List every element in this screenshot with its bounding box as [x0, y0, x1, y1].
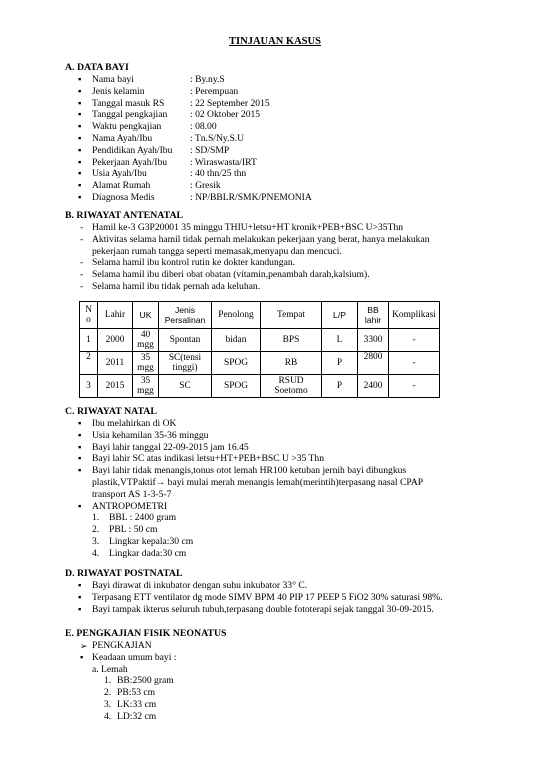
cell-jenis: SC(tensi tinggi) — [159, 352, 212, 375]
header-tempat: Tempat — [261, 302, 322, 329]
bullet-icon: ▪ — [78, 591, 82, 603]
header-no: N o — [80, 302, 98, 329]
item-label: Tanggal masuk RS — [92, 97, 165, 109]
item-label: Pendidikan Ayah/Ibu — [92, 144, 173, 156]
section-d-heading: D. RIWAYAT POSTNATAL — [65, 568, 183, 579]
line-text: pekerjaan rumah tangga seperti memasak,menyapu dan mencuci. — [92, 245, 342, 257]
item-number: 1. — [92, 512, 100, 524]
data-bayi-list — [0, 74, 550, 204]
item-text: Lingkar kepala:30 cm — [109, 535, 194, 547]
cell-lahir: 2015 — [98, 375, 133, 398]
item-value: : 40 thn/25 thn — [190, 168, 247, 180]
arrow-item-text: PENGKAJIAN — [92, 640, 152, 651]
list-item — [0, 192, 550, 204]
antenatal-list — [0, 222, 550, 293]
item-text: PBL : 50 cm — [109, 524, 158, 536]
dash-marker: - — [80, 280, 84, 292]
list-item — [0, 234, 550, 246]
cell-bb: 3300 — [358, 329, 389, 352]
sub-item-a: a. Lemah — [92, 663, 128, 675]
bullet-icon: ▪ — [78, 74, 82, 85]
list-item — [0, 675, 550, 687]
cell-jenis: SC — [159, 375, 212, 398]
bullet-text: Bayi dirawat di inkubator dengan suhu inkubator 33° C. — [92, 580, 308, 591]
bullet-icon: ▪ — [78, 85, 82, 97]
postnatal-list — [0, 580, 550, 615]
item-number: 4. — [104, 710, 112, 722]
list-item — [0, 604, 550, 616]
item-text: BBL : 2400 gram — [109, 512, 177, 524]
bullet-text: Bayi lahir tidak menangis,tonus otot lemah HR100 ketuban jernih bayi dibungkus — [92, 465, 407, 477]
bullet-icon: ▪ — [78, 441, 82, 453]
bullet-text: Usia kehamilan 35-36 minggu — [92, 429, 209, 441]
line-text: Selama hamil ibu tidak pernah ada keluhan. — [92, 280, 261, 292]
list-item — [0, 465, 550, 477]
cell-lp: P — [322, 375, 358, 398]
list-item — [0, 592, 550, 604]
item-text: LK:33 cm — [117, 698, 157, 710]
pregnancy-history-table — [79, 301, 440, 398]
natal-list — [0, 418, 550, 560]
cell-penolong: bidan — [212, 329, 261, 352]
list-item — [0, 442, 550, 454]
item-label: Waktu pengkajian — [92, 121, 162, 133]
cell-penolong: SPOG — [212, 352, 261, 375]
cell-lahir: 2000 — [98, 329, 133, 352]
item-value: : Wiraswasta/IRT — [190, 156, 257, 168]
list-item — [0, 512, 550, 524]
item-number: 3. — [92, 535, 100, 547]
bullet-icon: ▪ — [78, 580, 82, 591]
cell-lp: L — [322, 329, 358, 352]
bullet-icon: ▪ — [78, 109, 82, 121]
item-label: Jenis kelamin — [92, 85, 145, 97]
bullet-icon: ▪ — [78, 465, 82, 477]
section-a-heading: A. DATA BAYI — [65, 62, 129, 73]
header-jenis: Jenis Persalinan — [159, 302, 212, 329]
list-item — [0, 98, 550, 110]
bullet-icon: ▪ — [78, 132, 82, 144]
neonatus-list — [0, 640, 550, 723]
item-text: PB:53 cm — [117, 687, 156, 699]
table-row — [80, 352, 440, 375]
line-text: Selama hamil ibu diberi obat obatan (vitamin,penambah darah,kalsium). — [92, 269, 370, 281]
cell-lahir: 2011 — [98, 352, 133, 375]
item-label: Tanggal pengkajian — [92, 109, 168, 121]
cell-tempat: BPS — [261, 329, 322, 352]
item-value: : NP/BBLR/SMK/PNEMONIA — [190, 191, 312, 203]
cell-uk: 40 mgg — [133, 329, 159, 352]
list-item — [0, 640, 550, 652]
list-item — [0, 74, 550, 86]
section-c-heading: C. RIWAYAT NATAL — [65, 406, 157, 417]
bullet-text: Bayi lahir SC atas indikasi letsu+HT+PEB+BSC U >35 Thn — [92, 453, 324, 465]
list-item — [0, 524, 550, 536]
header-uk: UK — [133, 302, 159, 329]
dash-marker: - — [80, 269, 84, 281]
bullet-icon: ▪ — [78, 191, 82, 203]
arrow-bullet-icon: ➢ — [80, 641, 88, 651]
line-text: Aktivitas selama hamil tidak pernah melakukan pekerjaan yang berat, hanya melakukan — [92, 233, 430, 245]
list-item — [0, 711, 550, 723]
item-label: Usia Ayah/Ibu — [92, 168, 147, 180]
list-item — [0, 109, 550, 121]
cell-tempat: RSUD Soetomo — [261, 375, 322, 398]
bullet-icon: ▪ — [78, 121, 82, 133]
cell-lp: P — [322, 352, 358, 375]
item-label: Nama bayi — [92, 74, 134, 85]
bullet-text: Bayi tampak ikterus seluruh tubuh,terpasang double fototerapi sejak tanggal 30-09-2015. — [92, 603, 434, 615]
cell-penolong: SPOG — [212, 375, 261, 398]
list-item — [0, 687, 550, 699]
bullet-icon: ▪ — [78, 144, 82, 156]
header-lp: L/P — [322, 302, 358, 329]
bullet-icon: ▪ — [78, 418, 82, 429]
bullet-icon: ▪ — [78, 180, 82, 192]
bullet-icon: ▪ — [78, 156, 82, 168]
list-item — [0, 157, 550, 169]
cell-no: 1 — [80, 329, 98, 352]
cell-komplikasi: - — [389, 329, 440, 352]
dash-marker: - — [80, 233, 84, 245]
bullet-text: transport AS 1-3-5-7 — [92, 488, 172, 500]
list-item — [0, 269, 550, 281]
cell-komplikasi: - — [389, 375, 440, 398]
bullet-icon: ▪ — [80, 651, 84, 663]
item-value: : 08.00 — [190, 121, 217, 133]
item-text: BB:2500 gram — [117, 675, 174, 687]
list-item — [0, 168, 550, 180]
bullet-icon: ▪ — [78, 97, 82, 109]
cell-tempat: RB — [261, 352, 322, 375]
list-item — [0, 246, 550, 258]
list-item — [0, 501, 550, 513]
list-item — [0, 222, 550, 234]
bullet-icon: ▪ — [78, 603, 82, 615]
section-b-heading: B. RIWAYAT ANTENATAL — [65, 210, 184, 221]
item-value: : 02 Oktober 2015 — [190, 109, 261, 121]
list-item — [0, 180, 550, 192]
list-item — [0, 652, 550, 664]
header-penolong: Penolong — [212, 302, 261, 329]
item-value: : SD/SMP — [190, 144, 230, 156]
list-item — [0, 86, 550, 98]
cell-no: 3 — [80, 375, 98, 398]
item-label: Alamat Rumah — [92, 180, 151, 192]
cell-komplikasi: - — [389, 352, 440, 375]
list-item — [0, 477, 550, 489]
item-label: Pekerjaan Ayah/Ibu — [92, 156, 168, 168]
list-item — [0, 536, 550, 548]
item-number: 4. — [92, 547, 100, 559]
cell-jenis: Spontan — [159, 329, 212, 352]
item-text: LD:32 cm — [117, 710, 157, 722]
bullet-icon: ▪ — [78, 453, 82, 465]
item-value: : Tn.S/Ny.S.U — [190, 132, 245, 144]
item-label: Nama Ayah/Ibu — [92, 132, 153, 144]
bullet-text: plastik,VTPaktif→ bayi mulai merah menangis lemah(merintih)terpasang nasal CPAP — [92, 476, 424, 488]
list-item — [0, 489, 550, 501]
cell-no: 2 — [80, 352, 98, 375]
list-item — [0, 133, 550, 145]
list-item — [0, 699, 550, 711]
table-header-row — [80, 302, 440, 329]
list-item — [0, 418, 550, 430]
line-text: Selama hamil ibu kontrol rutin ke dokter kandungan. — [92, 257, 296, 269]
bullet-icon: ▪ — [78, 168, 82, 180]
cell-uk: 35 mgg — [133, 375, 159, 398]
item-number: 3. — [104, 698, 112, 710]
bullet-icon: ▪ — [78, 429, 82, 441]
bullet-text: Bayi lahir tanggal 22-09-2015 jam 16.45 — [92, 441, 249, 453]
bullet-icon: ▪ — [78, 500, 82, 512]
section-e-heading: E. PENGKAJIAN FISIK NEONATUS — [65, 628, 227, 639]
item-value: : Perempuan — [190, 85, 239, 97]
item-text: Lingkar dada:30 cm — [109, 547, 187, 559]
list-item — [0, 257, 550, 269]
list-item — [0, 580, 550, 592]
item-number: 1. — [104, 675, 112, 687]
line-text: Hamil ke-3 G3P20001 35 minggu THIU+letsu+HT kronik+PEB+BSC U>35Thn — [92, 222, 404, 233]
cell-bb: 2800 — [358, 352, 389, 375]
bullet-text: Terpasang ETT ventilator dg mode SIMV BPM 40 PIP 17 PEEP 5 FiO2 30% saturasi 98%. — [92, 591, 443, 603]
list-item — [0, 548, 550, 560]
dash-marker: - — [80, 222, 84, 233]
cell-uk: 35 mgg — [133, 352, 159, 375]
document-title: TINJAUAN KASUS — [229, 36, 321, 47]
list-item — [0, 121, 550, 133]
list-item — [0, 281, 550, 293]
item-number: 2. — [92, 524, 100, 536]
list-item — [0, 664, 550, 676]
item-number: 2. — [104, 687, 112, 699]
item-value: : 22 September 2015 — [190, 97, 270, 109]
list-item — [0, 145, 550, 157]
dash-marker: - — [80, 257, 84, 269]
header-bb: BB lahir — [358, 302, 389, 329]
item-value: : By.ny.S — [190, 74, 225, 85]
header-komplikasi: Komplikasi — [389, 302, 440, 329]
cell-bb: 2400 — [358, 375, 389, 398]
item-value: : Gresik — [190, 180, 221, 192]
table-row — [80, 375, 440, 398]
table-row — [80, 329, 440, 352]
list-item — [0, 430, 550, 442]
sub-bullet-text: Keadaan umum bayi : — [92, 651, 177, 663]
bullet-text: Ibu melahirkan di OK — [92, 418, 177, 429]
list-item — [0, 453, 550, 465]
anthro-label: ANTROPOMETRI — [92, 500, 168, 512]
item-label: Diagnosa Medis — [92, 191, 155, 203]
header-lahir: Lahir — [98, 302, 133, 329]
